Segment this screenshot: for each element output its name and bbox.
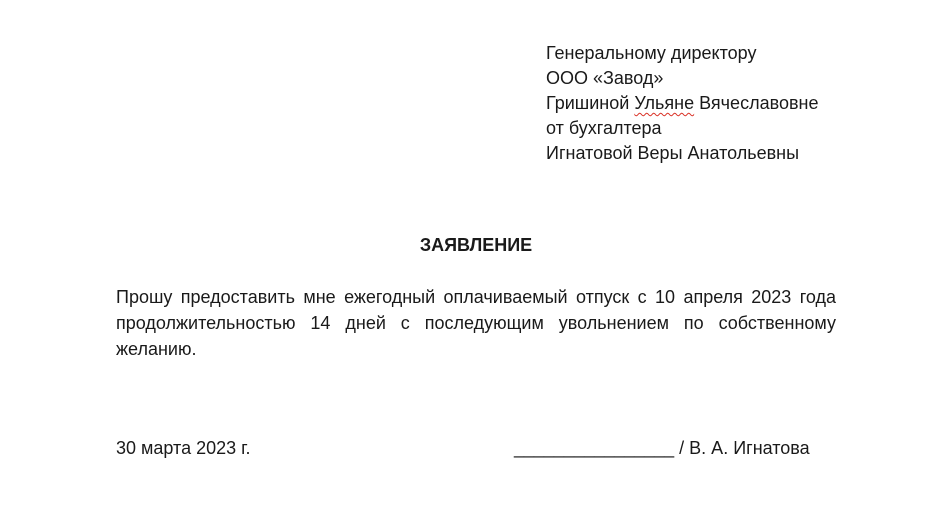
document-date: 30 марта 2023 г. [116,438,251,458]
signature-line: ________________ / В. А. Игнатова [514,438,810,458]
document-title: ЗАЯВЛЕНИЕ [419,235,533,255]
document-body: Прошу предоставить мне ежегодный оплачиваемый отпуск с 10 апреля 2023 года продолжительностью 14 дней с последующим увольнением по собственному желанию. [116,287,836,359]
addressee-name [546,91,818,116]
misspelled-word[interactable]: Ульяне [634,93,695,113]
sender-name: Игнатовой Веры Анатольевны [546,143,800,163]
addressee-company: ООО «Завод» [546,68,664,88]
addressee-block [546,41,818,166]
addressee-patronymic: Вячеславовне [694,93,819,113]
addressee-position: Генеральному директору [546,43,757,63]
sender-role: от бухгалтера [546,118,662,138]
addressee-surname: Гришиной [546,93,635,113]
